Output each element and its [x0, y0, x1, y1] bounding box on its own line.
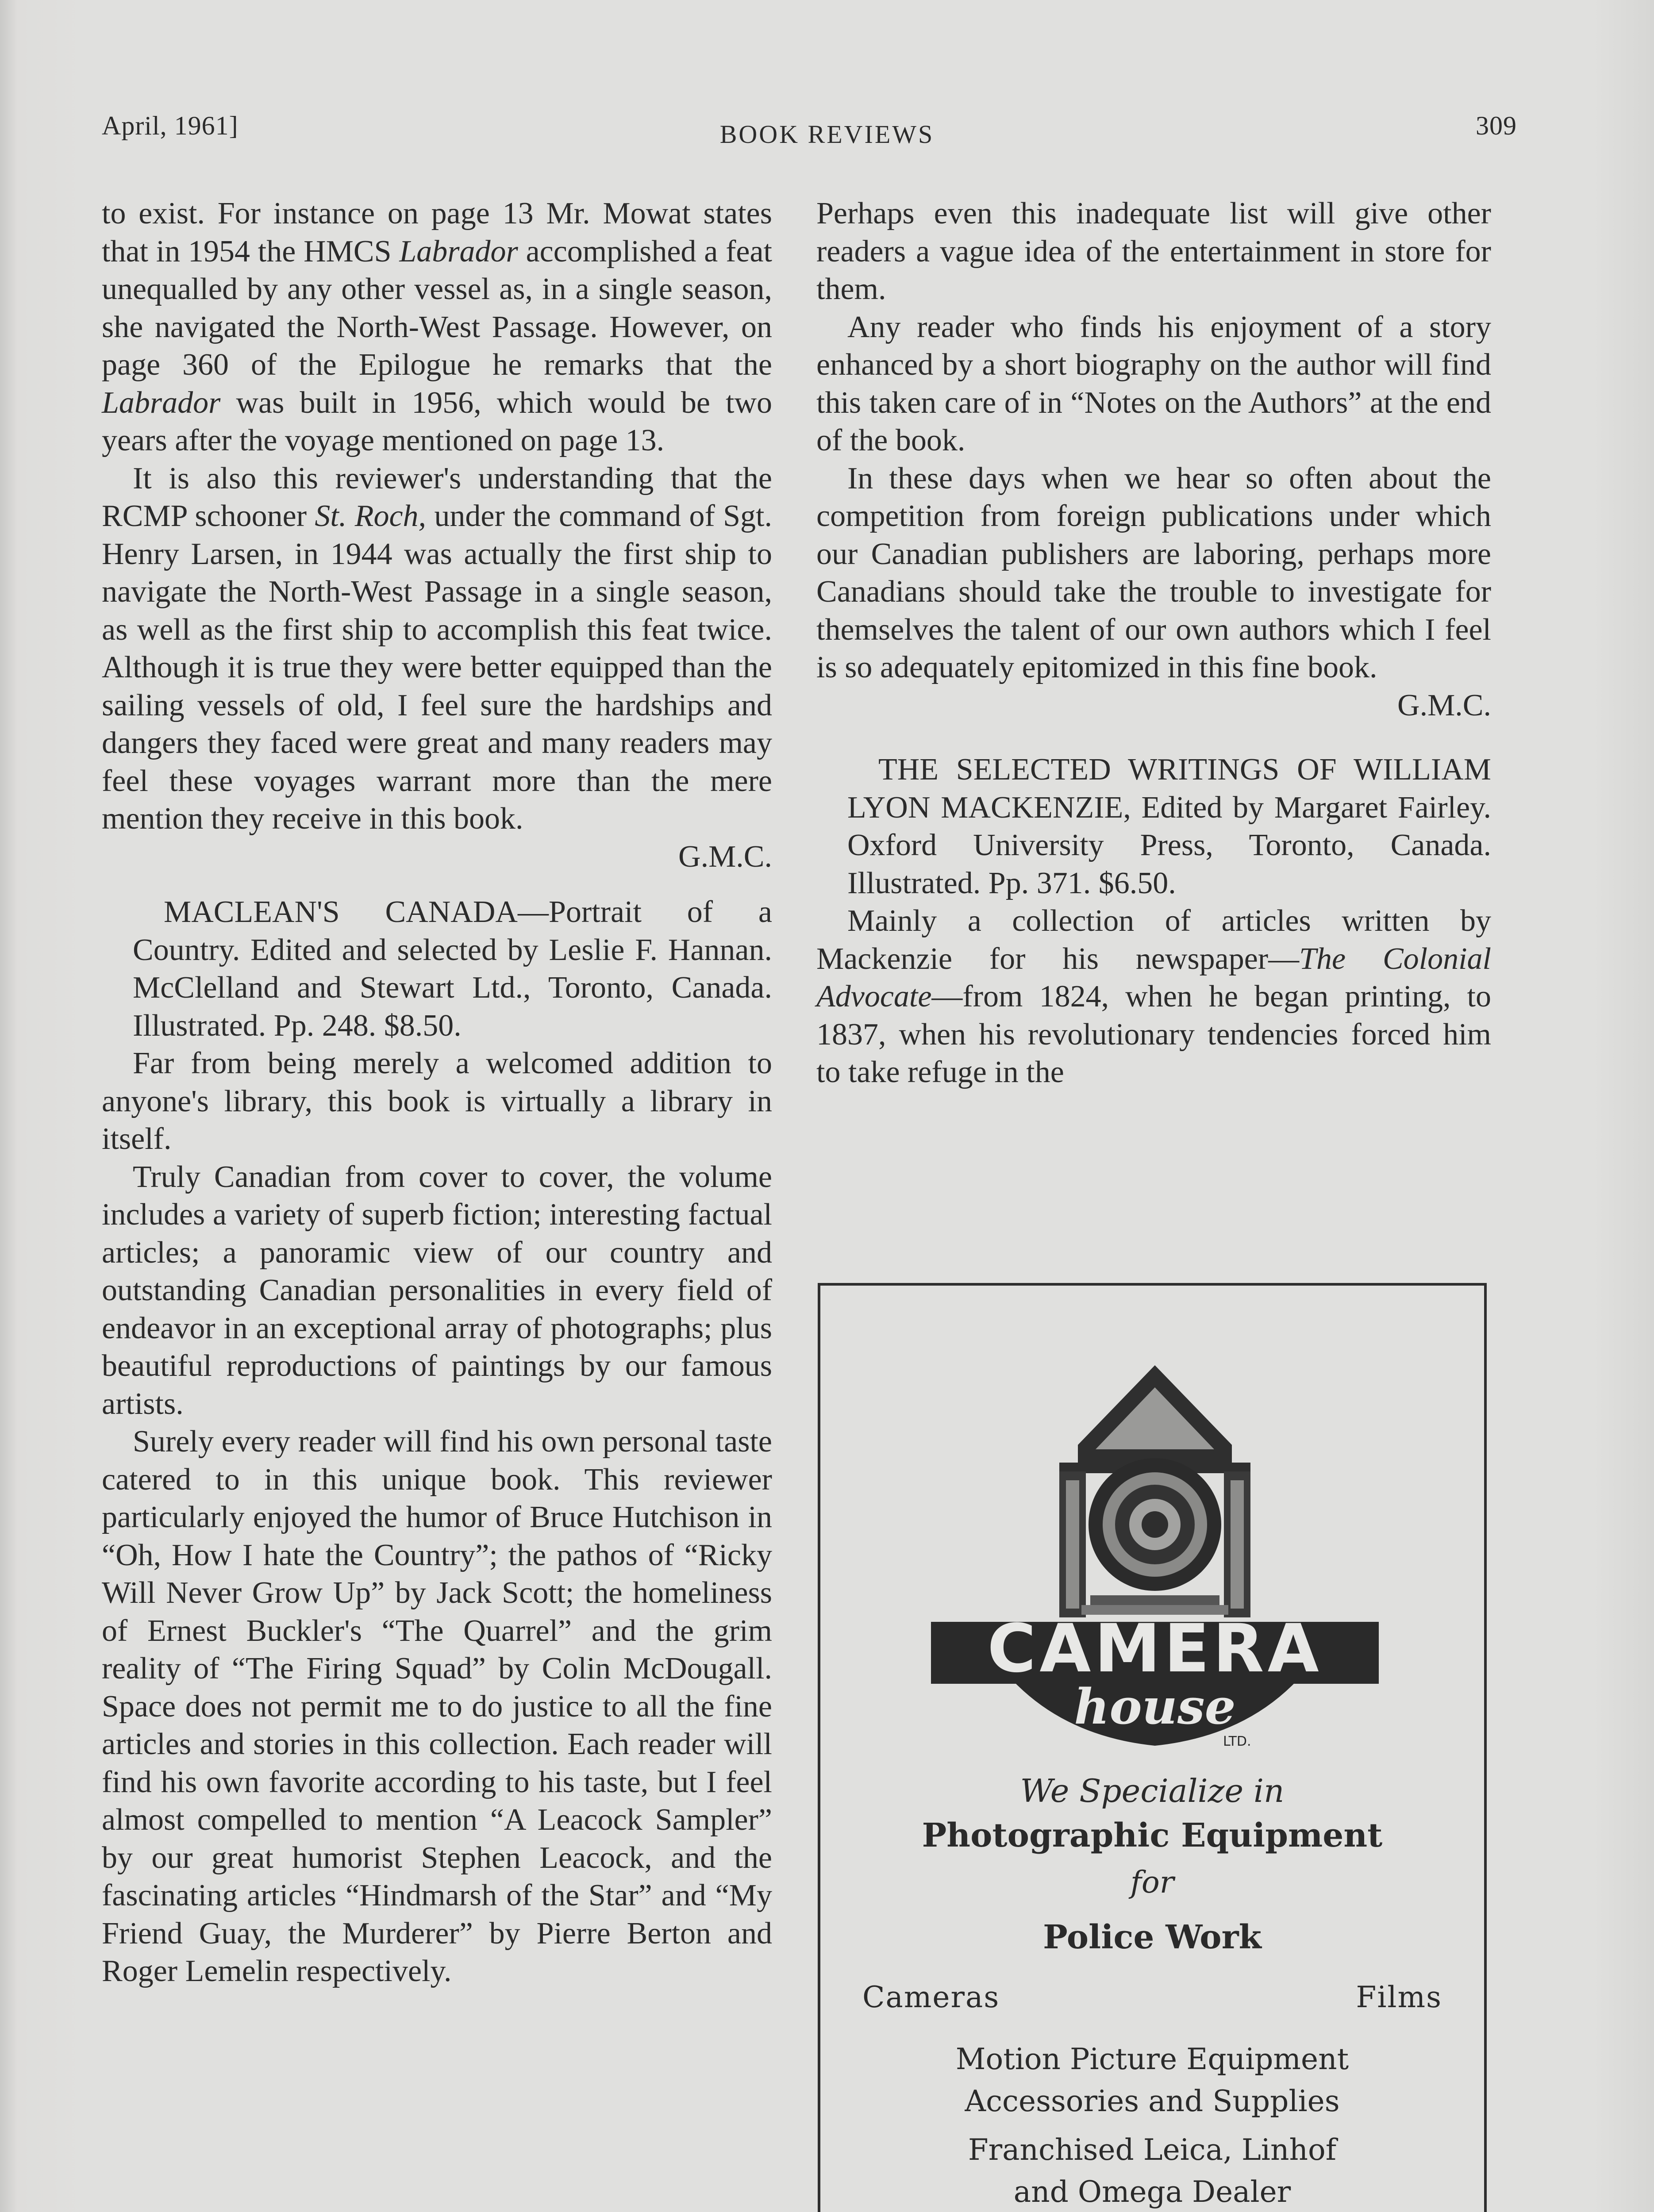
- camera-house-logo: [913, 1339, 1396, 1799]
- review-paragraph: Perhaps even this inadequate list will give other readers a vague idea of the entertainment in store for them.: [816, 196, 1491, 306]
- ad-cameras: Cameras: [862, 1980, 1000, 2014]
- ad-motion-picture: Motion Picture Equipment: [955, 2042, 1349, 2076]
- book-entry: MACLEAN'S CANADA—Portrait of a Country. Edited and selected by Leslie F. Hannan. McClelland and Stewart Ltd., Toronto, Canada. Illustrated. Pp. 248. $8.50.: [133, 895, 772, 1043]
- ad-films: Films: [1356, 1980, 1442, 2014]
- reviewer-signature: G.M.C.: [678, 839, 772, 874]
- review-paragraph: Any reader who finds his enjoyment of a story enhanced by a short biography on the author will find this taken care of in “Notes on the Authors” at the end of the book.: [816, 310, 1491, 457]
- review-paragraph: Far from being merely a welcomed addition to anyone's library, this book is virtually a library in itself.: [102, 1046, 772, 1156]
- review-paragraph: to exist. For instance on page 13 Mr. Mowat states that in 1954 the HMCS Labrador accomplished a feat unequalled by any other vessel as, in a single season, she navigated the North-West Passage. However, on page 360 of the Epilogue he remarks that the Labrador was built in 1956, which would be two years after the voyage mentioned on page 13.: [102, 196, 772, 457]
- logo-word-camera: CAMERA: [987, 1610, 1323, 1687]
- ad-franchised: Franchised Leica, Linhof: [968, 2133, 1337, 2167]
- section-title: BOOK REVIEWS: [719, 120, 935, 149]
- review-paragraph: Truly Canadian from cover to cover, the volume includes a variety of superb fiction; interesting factual articles; a panoramic view of our country and outstanding Canadian personalities in every field of endeavor in an exceptional array of photographs; plus beautiful reproductions of paintings by our famous artists.: [102, 1160, 772, 1421]
- right-column: [816, 195, 1491, 1091]
- review-paragraph: It is also this reviewer's understanding that the RCMP schooner St. Roch, under the command of Sgt. Henry Larsen, in 1944 was actually the first ship to navigate the North-West Passage in a single season, as well as the first ship to accomplish this feat twice. Although it is true they were better equipped than the sailing vessels of old, I feel sure the hardships and dangers they faced were great and many readers may feel these voyages warrant more than the mere mention they receive in this book.: [102, 461, 773, 836]
- camera-house-advertisement: [818, 1283, 1487, 2212]
- ad-accessories: Accessories and Supplies: [965, 2084, 1340, 2118]
- running-header: [102, 111, 1552, 150]
- ad-for: for: [1130, 1865, 1174, 1900]
- issue-date: April, 1961]: [102, 111, 238, 140]
- ad-police-work: Police Work: [1043, 1918, 1262, 1956]
- review-paragraph: In these days when we hear so often about the competition from foreign publications under which our Canadian publishers are laboring, perhaps more Canadians should take the trouble to investigate for themselves the talent of our own authors which I feel is so adequately epitomized in this fine book.: [816, 461, 1491, 684]
- review-paragraph: Surely every reader will find his own personal taste catered to in this unique book. This reviewer particularly enjoyed the humor of Bruce Hutchison in “Oh, How I hate the Country”; the pathos of “Ricky Will Never Grow Up” by Jack Scott; the homeliness of Ernest Buckler's “The Quarrel” and the grim reality of “The Firing Squad” by Colin McDougall. Space does not permit me to do justice to all the fine articles and stories in this collection. Each reader will find his own favorite according to his taste, but I feel almost compelled to mention “A Leacock Sampler” by our great humorist Stephen Leacock, and the fascinating articles “Hindmarsh of the Star” and “My Friend Guay, the Murderer” by Pierre Berton and Roger Lemelin respectively.: [102, 1425, 772, 1988]
- reviewer-signature: G.M.C.: [1397, 688, 1491, 722]
- left-column: [102, 195, 772, 1990]
- logo-word-house: house: [1074, 1678, 1236, 1735]
- logo-ltd: LTD.: [1223, 1734, 1251, 1749]
- ad-omega: and Omega Dealer: [1013, 2175, 1291, 2209]
- ad-specialize: We Specialize in: [1020, 1772, 1285, 1809]
- page-number: 309: [1476, 111, 1517, 140]
- review-paragraph: Mainly a collection of articles written by Mackenzie for his newspaper—The Colonial Advocate—from 1824, when he began printing, to 1837, when his revolutionary tendencies forced him to take refuge in the: [816, 904, 1491, 1089]
- book-entry: THE SELECTED WRITINGS OF WILLIAM LYON MACKENZIE, Edited by Margaret Fairley. Oxford University Press, Toronto, Canada. Illustrated. Pp. 371. $6.50.: [847, 753, 1491, 900]
- ad-equipment: Photographic Equipment: [922, 1816, 1383, 1855]
